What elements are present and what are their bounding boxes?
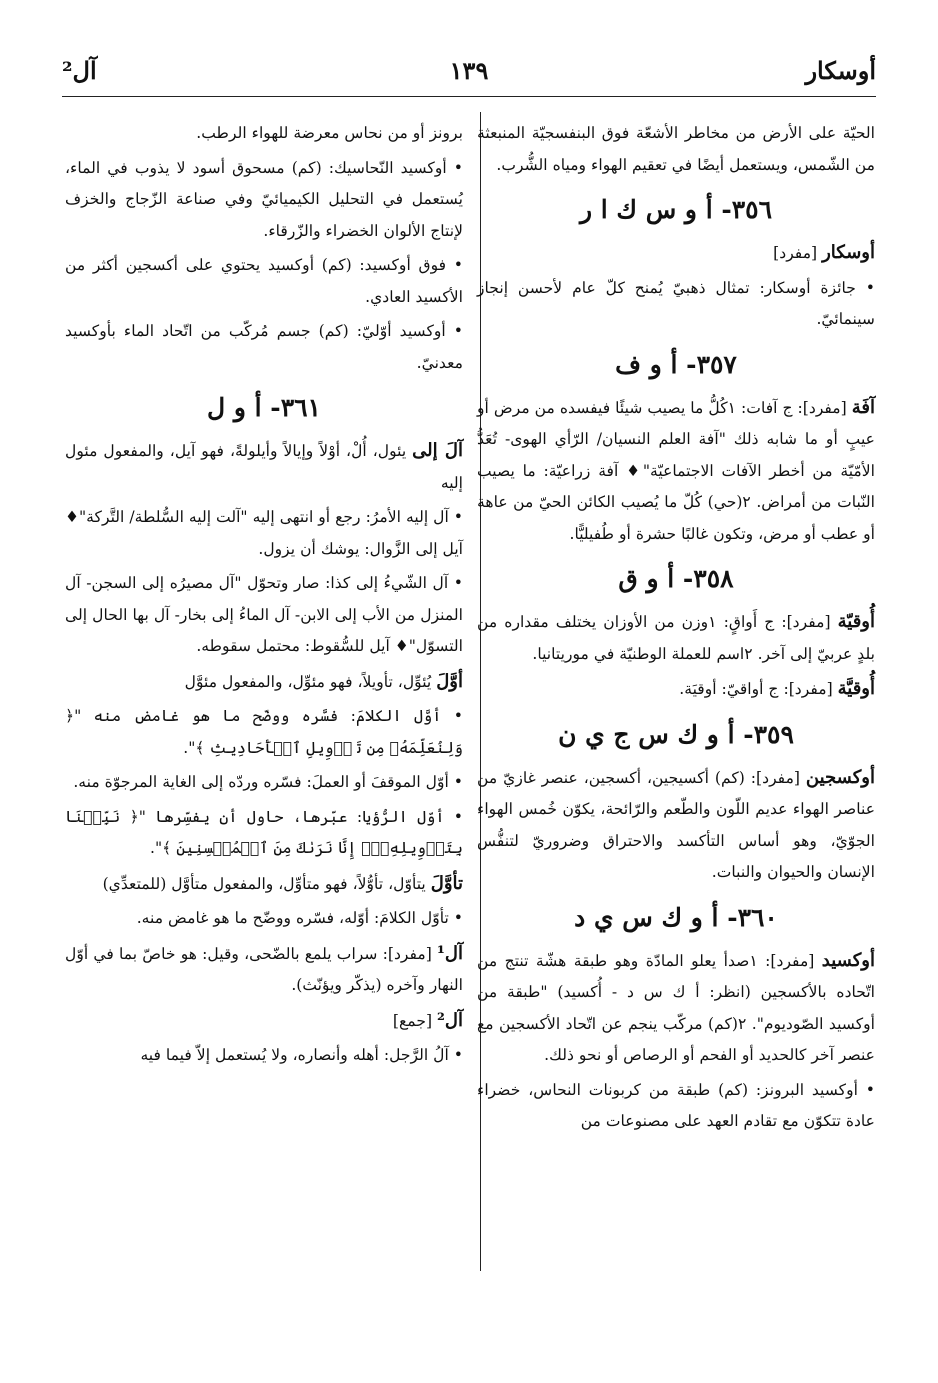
entry: [477, 392, 875, 551]
root-heading: ٣٦٠- أ و ك س ي د: [574, 902, 778, 932]
entry: [477, 606, 875, 670]
entry: [477, 762, 875, 889]
sense-paragraph: • جائزة أوسكار: تمثال ذهبيّ يُمنح كلّ عام لأحسن إنجاز سينمائيّ.: [477, 278, 875, 328]
headword: آل²: [437, 1009, 463, 1031]
headword: أوكسجين: [805, 766, 875, 788]
sense-paragraph: • أوّل الرُّؤيا: عبّرها، حاول أن يفسِّرها "﴿ نَبِّئۡنَا بِتَأۡوِيلِهِۦٓۖ إِنَّا نَرَىٰكَ مِنَ ٱلۡمُحۡسِنِينَ ﴾".: [65, 807, 463, 857]
headword: تأوَّلَ: [430, 872, 463, 894]
sense-paragraph: الحيّة على الأرض من مخاطر الأشعّة فوق البنفسجيّة المنبعثة من الشّمس، ويستعمل أيضًا في تعقيم الهواء ومياه الشُّرب.: [477, 124, 875, 174]
sense-paragraph: • تأوّل الكلامَ: أوّله، فسّره ووضّح ما هو غامض منه.: [136, 909, 463, 927]
headword: آفَة: [851, 396, 876, 418]
headword: أوسكار: [822, 242, 875, 263]
page-number: ١٣٩: [449, 56, 489, 85]
headword: أُوقيَّة: [837, 678, 875, 699]
entry-text: [مفرد]: ١صدأ يعلو المادّة وهو طبقة هشّة تنتج من اتّحاده بالأكسجين (انظر: أ ك س د - أُكسيد) "طبقة من أوكسيد الصّوديوم". ٢(كم) مركّب ينجم عن اتّحاد الأكسجين مع عنصر آخر كالحديد أو الفحم أو الرصاص أو نحو ذلك.: [477, 951, 875, 1064]
entry: [65, 666, 463, 699]
entry-text: [جمع]: [392, 1011, 438, 1030]
sense-paragraph: • أوَّل الكلامَ: فسَّره ووضّح ما هو غامض منه "﴿ وَلِنُعَلِّمَهُۥ مِن تَأۡوِيلِ ٱلۡأَحَادِيثِ ﴾".: [65, 707, 463, 757]
headword: آلَ إلى: [412, 440, 463, 461]
entry-text: [مفرد]: [773, 244, 823, 262]
entry-text: [مفرد]: ج أواقيّ: أوقيَة.: [679, 680, 838, 698]
sense-paragraph: برونز أو من نحاس معرضة للهواء الرطب.: [196, 124, 463, 142]
right-column: [477, 118, 875, 1141]
root-heading: ٣٦١- أ و ل: [207, 393, 321, 422]
root-heading: ٣٥٨- أ و ق: [618, 564, 734, 593]
headword: أوَّلَ: [436, 670, 463, 692]
entry-text: [مفرد]: ج أَواقٍ: ١وزن من الأوزان يختلف مقداره من بلدٍ عربيّ إلى آخر. ٢اسم للعملة الوطنيّة في موريتانيا.: [477, 613, 875, 663]
header-rule: [62, 96, 876, 97]
sense-paragraph: • آلُ الرَّجل: أهله وأنصاره، ولا يُستعمل إلاّ فيما فيه: [140, 1046, 463, 1064]
entry-text: يُئوِّل، تأويلاً، فهو مئوِّل، والمفعول مئوَّل: [184, 672, 437, 691]
entry-text: [مفرد]: سراب يلمع بالضّحى، وقيل: هو خاصّ بما في أوّل النهار وآخره (يذكّر ويؤنّث).: [65, 944, 463, 994]
header-guide-word-left: آل²: [62, 56, 97, 85]
root-heading: ٣٥٩- أ و ك س ج ي ن: [558, 719, 794, 749]
entry-text: [مفرد]: (كم) أكسيجين، أكسجين، عنصر غازيّ من عناصر الهواء عديم اللّون والطّعم والرّائحة، يكوّن خُمس الهواء الجوّيّ، وهو أساس التأكسد والاحتراق وضروريّ لتنفُّس الإنسان والحيوان والنبات.: [477, 768, 875, 881]
entry-text: يتأوّل، تأوُّلاً، فهو متأوِّل، والمفعول متأوَّل (للمتعدِّي): [102, 874, 431, 893]
header-guide-word-right: أوسكار: [805, 56, 876, 85]
entry: [65, 1005, 463, 1038]
entry: [477, 673, 875, 706]
sense-paragraph: • آل إليه الأمرُ: رجع أو انتهى إليه "آلت إليه السُّلطة/ التَّركة"♦ آيل إلى الزَّوال: يوشك أن يزول.: [65, 508, 463, 558]
entry: [65, 938, 463, 1002]
headword: أُوقيّة: [837, 611, 875, 632]
entry: [477, 237, 875, 270]
headword: آل¹: [437, 942, 463, 964]
root-heading: ٣٥٧- أ و ف: [615, 349, 737, 379]
sense-paragraph: • أوكسيد أوّليّ: (كم) جسم مُركّب من اتّحاد الماء بأوكسيد معدنيّ.: [65, 322, 463, 372]
sense-paragraph: • أوكسيد البرونز: (كم) طبقة من كربونات النحاس، خضراء عادة تتكوّن مع تقادم العهد على مصنوعات من: [477, 1080, 875, 1130]
page-header: [62, 52, 876, 96]
entry-text: [مفرد]: ج آفات: ١كُلُّ ما يصيب شيئًا فيفسده من مرض أو عيبٍ أو ما شابه ذلك "آفة العلم النسيان/ الرّأي الهوى- تُعَدُّ الأمّيّة من أخطر الآفات الاجتماعيّة"♦ آفة زراعيّة: ما يصيب النّبات من أمراض. ٢(حي) كُلّ ما يُصيب الكائن الحيّ من عاهة أو عطب أو مرض، وتكون غالبًا حشرة أو طُفيليًّا.: [477, 398, 875, 543]
entry: [65, 868, 463, 901]
root-heading: ٣٥٦- أ و س ك ا ر: [579, 195, 773, 224]
sense-paragraph: • أوّل الموقفَ أو العملَ: فسّره وردّه إلى الغاية المرجوّة منه.: [73, 773, 463, 791]
sense-paragraph: • فوق أوكسيد: (كم) أوكسيد يحتوي على أكسجين أكثر من الأكسيد العادي.: [65, 256, 463, 306]
entry-text: يئول، أُلْ، أوْلاً وإيالاً وأيلولةً، فهو آيل، والمفعول مئول إليه: [65, 442, 463, 492]
headword: أوكسيد: [821, 949, 875, 971]
sense-paragraph: • أوكسيد النّحاسيك: (كم) مسحوق أسود لا يذوب في الماء، يُستعمل في التحليل الكيميائيّ وفي صناعة الزّجاج والخزف لإنتاج الألوان الخضراء والزّرقاء.: [65, 158, 463, 240]
entry: [477, 945, 875, 1072]
sense-paragraph: • آل الشّيءُ إلى كذا: صار وتحوّل "آل مصيرُه إلى السجن- آل المنزل من الأب إلى الابن- آل الماءُ إلى بخار- آل بها الحال إلى التسوّل"♦ آيل للسُّقوط: محتمل سقوطه.: [65, 574, 463, 655]
entry: [65, 435, 463, 499]
left-column: [65, 118, 463, 1075]
